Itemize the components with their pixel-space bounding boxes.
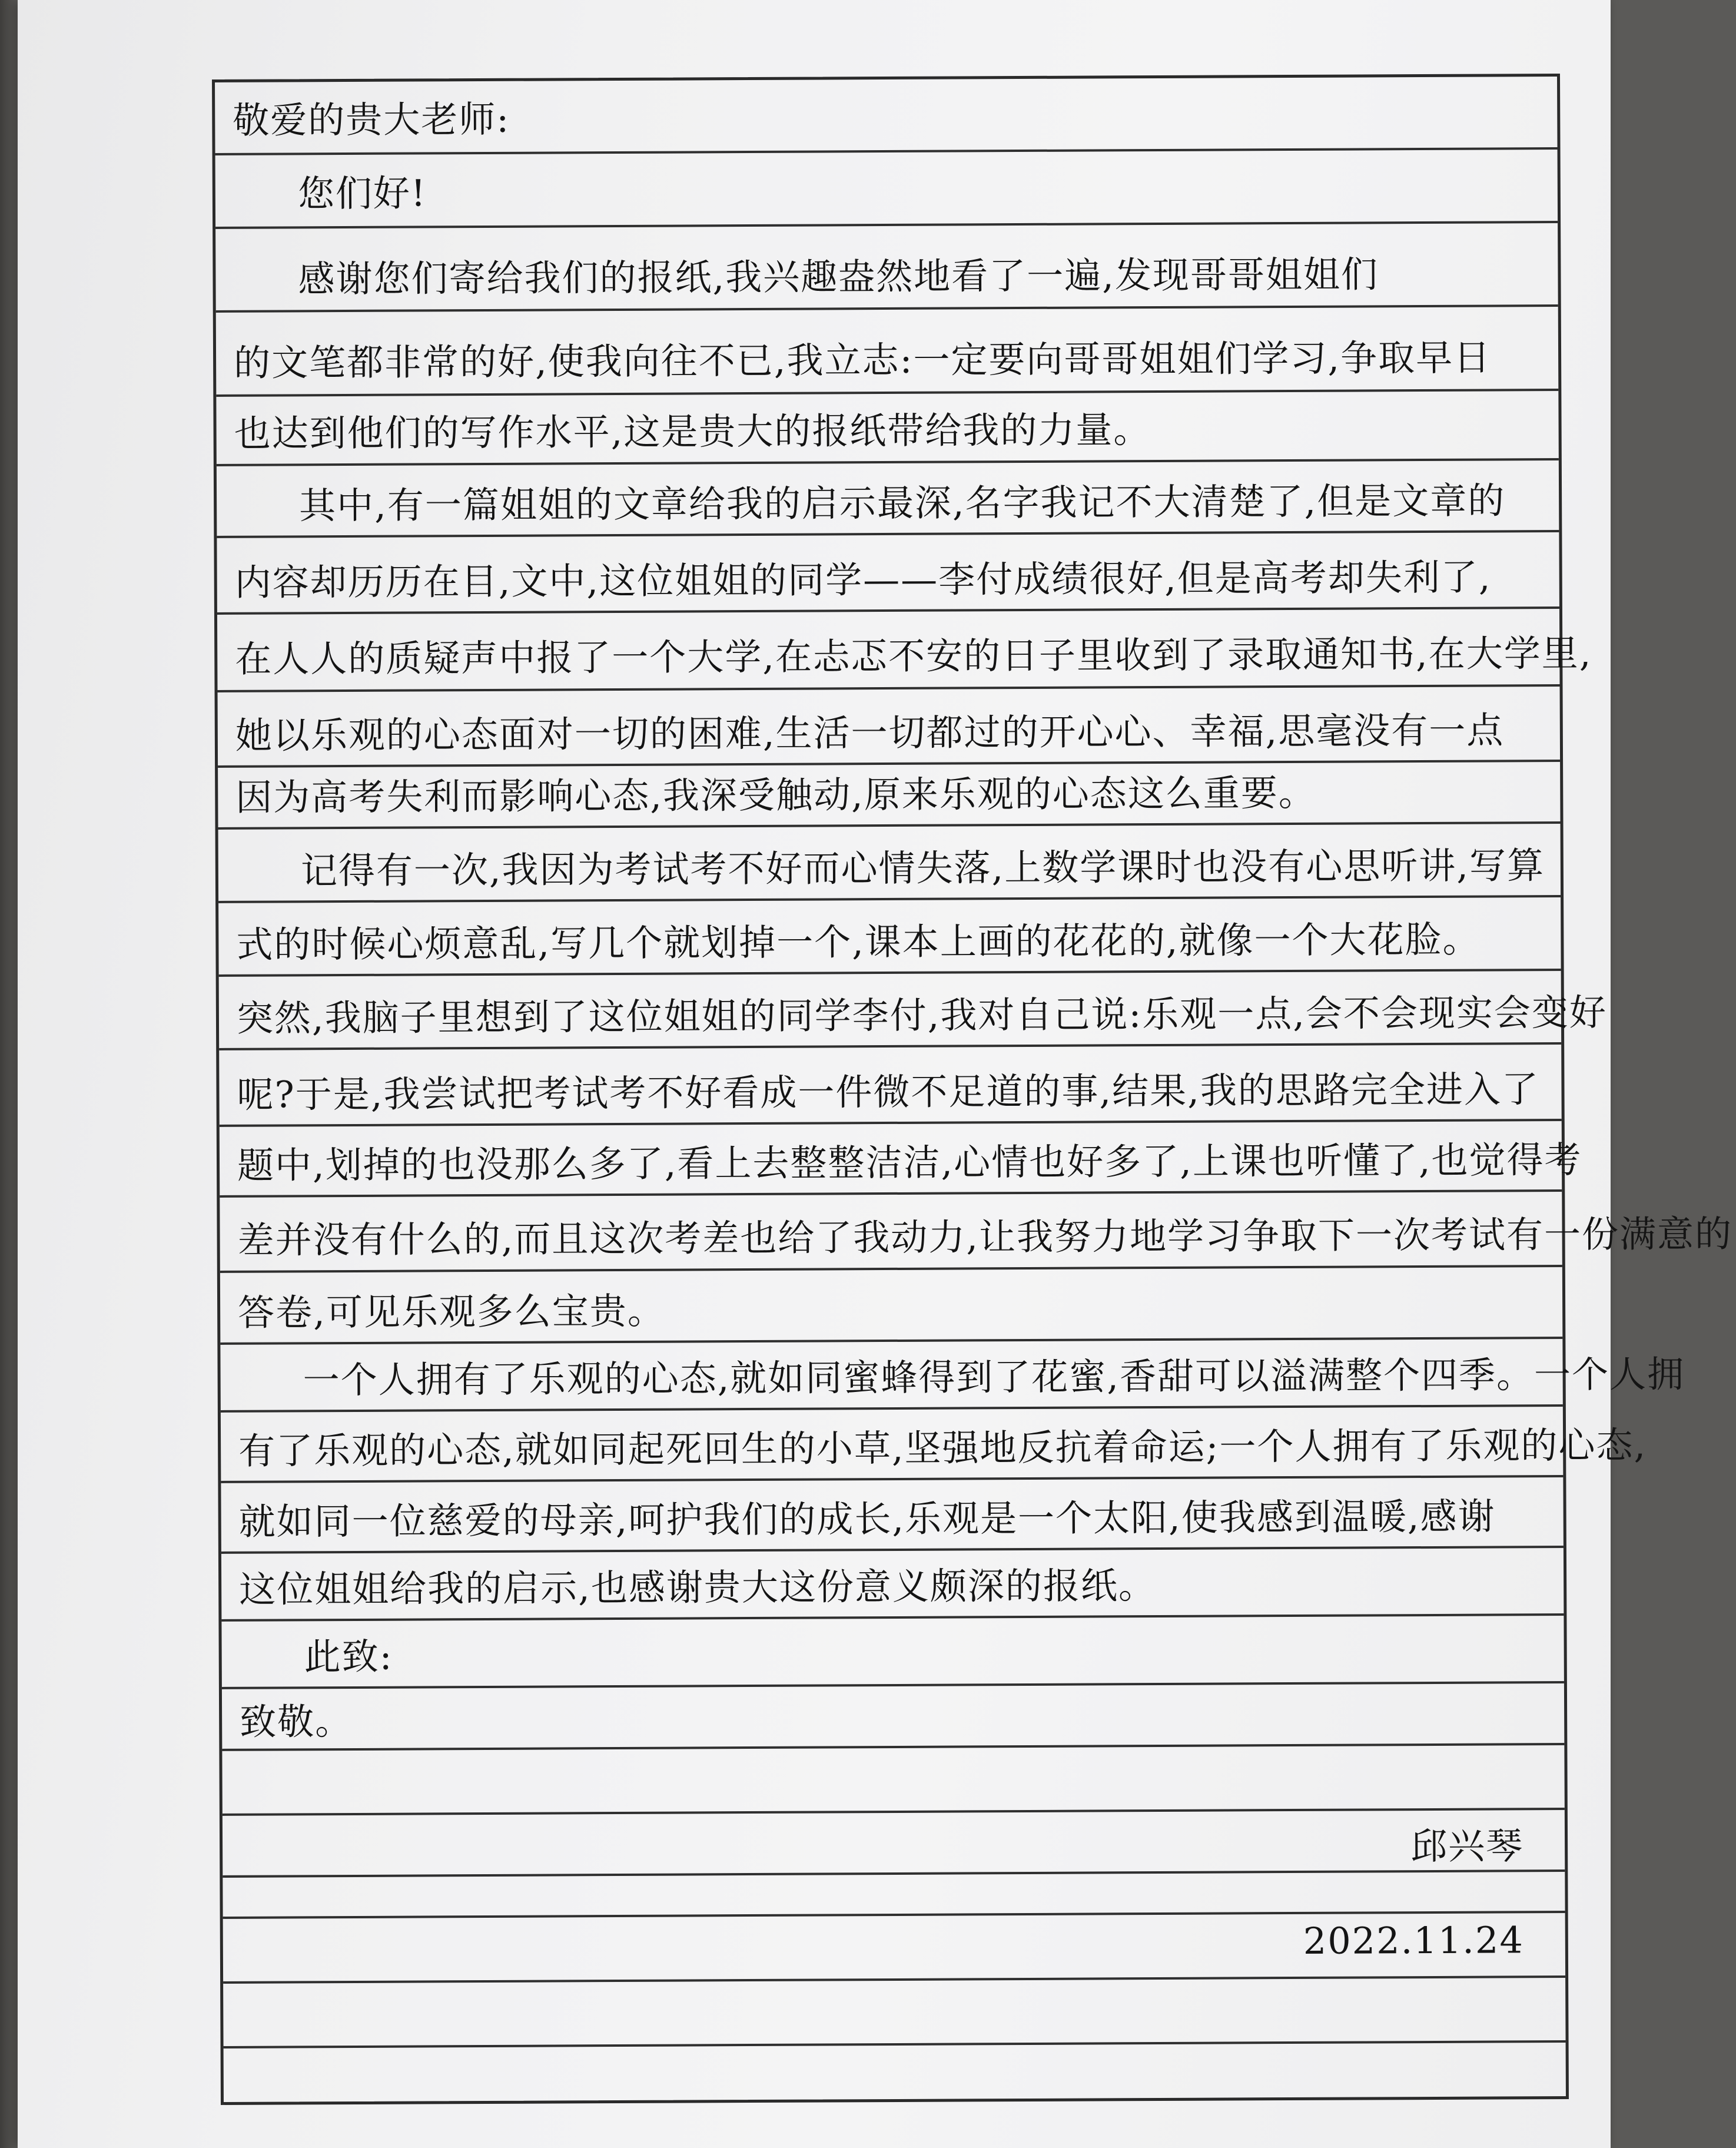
lined-sheet — [212, 74, 1733, 2105]
greeting: 您们好! — [297, 171, 427, 216]
letter-line-18: 就如同一位慈爱的母亲,呵护我们的成长,乐观是一个太阳,使我感到温暖,感谢 — [238, 1494, 1496, 1543]
letter-line-16: 一个人拥有了乐观的心态,就如同蜜蜂得到了花蜜,香甜可以溢满整个四季。一个人拥 — [303, 1353, 1685, 1402]
letter-line-9: 记得有一次,我因为考试考不好而心情失落,上数学课时也没有心思听讲,写算 — [300, 844, 1545, 893]
letter-line-15: 答卷,可见乐观多么宝贵。 — [237, 1289, 666, 1334]
letter-line-19: 这位姐姐给我的启示,也感谢贵大这份意义颇深的报纸。 — [239, 1564, 1157, 1611]
letter-line-7: 她以乐观的心态面对一切的困难,生活一切都过的开心心、幸福,思毫没有一点 — [235, 708, 1505, 757]
date: 2022.11.24 — [1303, 1918, 1524, 1963]
ruled-line — [215, 221, 1558, 229]
ruled-line — [224, 2040, 1566, 2048]
ruled-line — [223, 1808, 1565, 1816]
ruled-line — [216, 389, 1558, 397]
letter-line-12: 呢?于是,我尝试把考试考不好看成一件微不足道的事,结果,我的思路完全进入了 — [237, 1068, 1540, 1116]
ruled-line — [218, 684, 1560, 692]
letter-line-3: 也达到他们的写作水平,这是贵大的报纸带给我的力量。 — [234, 408, 1151, 455]
ruled-line — [216, 304, 1558, 313]
ruled-line — [215, 147, 1558, 155]
signature: 邱兴琴 — [1410, 1824, 1524, 1868]
letter-line-1: 感谢您们寄给我们的报纸,我兴趣盎然地看了一遍,发现哥哥姐姐们 — [298, 253, 1379, 301]
letter-line-14: 差并没有什么的,而且这次考差也给了我动力,让我努力地学习争取下一次考试有一份满意的 — [237, 1212, 1733, 1262]
letter-line-5: 内容却历历在目,文中,这位姐姐的同学——李付成绩很好,但是高考却失利了, — [234, 555, 1492, 604]
letter-line-6: 在人人的质疑声中报了一个大学,在忐忑不安的日子里收到了录取通知书,在大学里, — [235, 631, 1592, 681]
letter-line-11: 突然,我脑子里想到了这位姐姐的同学李付,我对自己说:乐观一点,会不会现实会变好 — [236, 990, 1608, 1040]
salutation: 敬爱的贵大老师: — [233, 97, 510, 142]
letter-line-10: 式的时候心烦意乱,写几个就划掉一个,课本上画的花花的,就像一个大花脸。 — [236, 917, 1481, 966]
letter-paper — [18, 0, 1733, 2148]
letter-line-2: 的文笔都非常的好,使我向往不已,我立志:一定要向哥哥姐姐们学习,争取早日 — [233, 336, 1492, 384]
letter-line-13: 题中,划掉的也没那么多了,看上去整整洁洁,心情也好多了,上课也听懂了,也觉得考 — [237, 1138, 1582, 1187]
letter-line-4: 其中,有一篇姐姐的文章给我的启示最深,名字我记不大清楚了,但是文章的 — [299, 479, 1506, 528]
closing: 此致: — [304, 1635, 393, 1679]
regards: 致敬。 — [240, 1699, 353, 1743]
letter-line-8: 因为高考失利而影响心态,我深受触动,原来乐观的心态这么重要。 — [235, 771, 1316, 819]
ruled-line — [223, 1975, 1565, 1984]
letter-line-17: 有了乐观的心态,就如同起死回生的小草,坚强地反抗着命运;一个人拥有了乐观的心态, — [238, 1423, 1647, 1473]
